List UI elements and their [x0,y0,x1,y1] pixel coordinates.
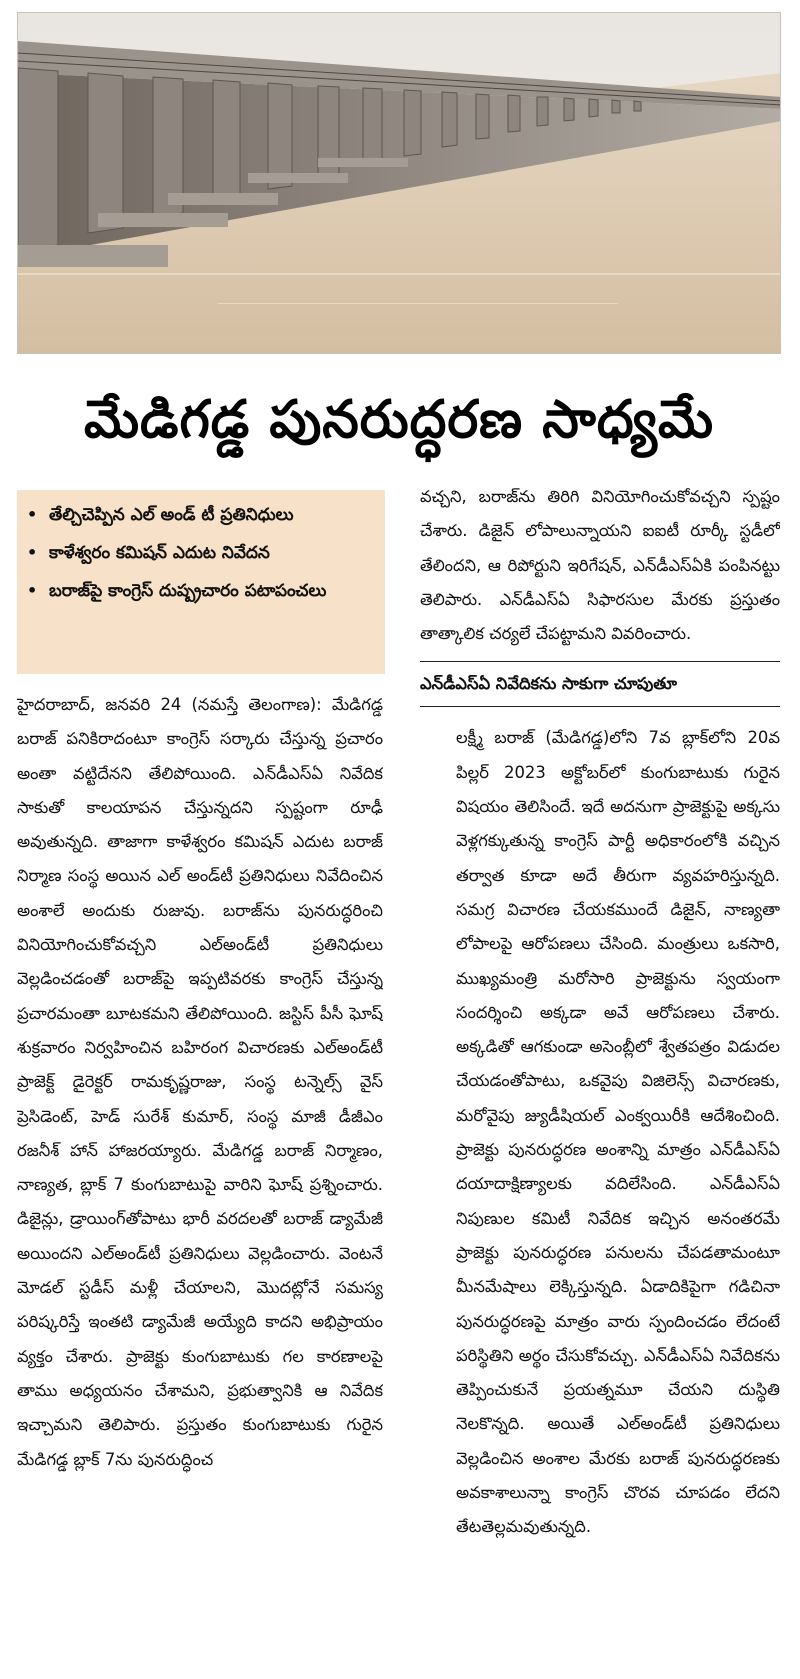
highlights-box [17,490,385,674]
article-column-left [17,688,383,1668]
bullet-icon: • [27,581,38,600]
highlight-text: బరాజ్‌పై కాంగ్రెస్ దుష్ప్రచారం పటాపంచలు [49,581,327,601]
highlight-text: కాళేశ్వరం కమిషన్ ఎదుట నివేదన [49,543,270,563]
highlight-item [27,496,377,534]
barrage-photo [17,12,781,354]
article-paragraph-lead: హైదరాబాద్, జనవరి 24 (నమస్తే తెలంగాణ): మేడిగడ్డ బరాజ్ పనికిరాదంటూ కాంగ్రెస్ సర్కారు చేస్తున్న ప్రచారం అంతా వట్టిదేనని తేలిపోయింది. ఎన్‌డీఎస్‌ఏ నివేదిక సాకుతో కాలయాపన చేస్తున్నదని స్పష్టంగా రూఢీ అవుతున్నది. తాజాగా కాళేశ్వరం కమిషన్ ఎదుట బరాజ్ నిర్మాణ సంస్థ అయిన ఎల్ అండ్‌టీ ప్రతినిధులు నివేదించిన అంశాలే అందుకు రుజువు. బరాజ్‌ను పునరుద్ధరించి వినియోగించుకోవచ్చని ఎల్‌అండ్‌టీ ప్రతినిధులు వెల్లడించడంతో బరాజ్‌పై ఇప్పటివరకు కాంగ్రెస్ చేస్తున్న ప్రచారమంతా బూటకమని తేలిపోయింది. జస్టిస్ పీసీ ఘోష్ శుక్రవారం నిర్వహించిన బహిరంగ విచారణకు ఎల్‌అండ్‌టీ ప్రాజెక్ట్ డైరెక్టర్ రామకృష్ణరాజు, సంస్థ టన్నెల్స్ వైస్ ప్రెసిడెంట్, హెడ్ సురేశ్ కుమార్, సంస్థ మాజీ డీజీఎం రజనీశ్ హాన్ హాజరయ్యారు. మేడిగడ్డ బరాజ్ నిర్మాణం, నాణ్యత, బ్లాక్ 7 కుంగుబాటుపై వారిని ఘోష్ ప్రశ్నించారు. డిజైన్లు, డ్రాయింగ్‌తోపాటు భారీ వరదలతో బరాజ్ డ్యామేజీ అయిందని ఎల్‌అండ్‌టీ ప్రతినిధులు వెల్లడించారు. వెంటనే మోడల్ స్టడీస్ మళ్లీ చేయాలని, మొదట్లోనే సమస్య పరిష్కరిస్తే ఇంతటి డ్యామేజీ అయ్యేది కాదని అభిప్రాయం వ్యక్తం చేశారు. ప్రాజెక్టు కుంగుబాటుకు గల కారణాలపై తాము అధ్యయనం చేశామని, ప్రభుత్వానికి ఆ నివేదిక ఇచ్చామని తెలిపారు. ప్రస్తుతం కుంగుబాటుకు గురైన మేడిగడ్డ బ్లాక్ 7ను పునరుద్ధించ [17,695,383,1469]
bullet-icon: • [27,505,38,524]
highlight-text: తేల్చిచెప్పిన ఎల్ అండ్ టీ ప్రతినిధులు [49,505,294,525]
article-column-right [420,480,780,1670]
barrage-photo-graphic [18,13,781,354]
article-paragraph-main: లక్ష్మీ బరాజ్ (మేడిగడ్డ)లోని 7వ బ్లాక్‌లోని 20వ పిల్లర్ 2023 అక్టోబర్‌లో కుంగుబాటుకు గురైన విషయం తెలిసిందే. ఇదే అదనుగా ప్రాజెక్టుపై అక్కసు వెళ్లగక్కుతున్న కాంగ్రెస్ పార్టీ అధికారంలోకి వచ్చిన తర్వాత కూడా అదే తీరుగా వ్యవహరిస్తున్నది. సమగ్ర విచారణ చేయకముందే డిజైన్, నాణ్యతా లోపాలపై ఆరోపణలు చేసింది. మంత్రులు ఒకసారి, ముఖ్యమంత్రి మరోసారి ప్రాజెక్టును స్వయంగా సందర్శించి అక్కడా అవే ఆరోపణలు చేశారు. అక్కడితో ఆగకుండా అసెంబ్లీలో శ్వేతపత్రం విడుదల చేయడంతోపాటు, ఒకవైపు విజిలెన్స్ విచారణకు, మరోవైపు జ్యుడీషియల్ ఎంక్వయిరీకి ఆదేశించింది. ప్రాజెక్టు పునరుద్ధరణ అంశాన్ని మాత్రం ఎన్‌డీఎస్‌ఏ దయాదాక్షిణ్యాలకు వదిలేసింది. ఎన్‌డీఎస్‌ఏ నిపుణుల కమిటీ నివేదిక ఇచ్చిన అనంతరమే ప్రాజెక్టు పునరుద్ధరణ పనులను చేపడతామంటూ మీనమేషాలు లెక్కిస్తున్నది. ఏడాదికిపైగా గడిచినా పునరుద్ధరణపై మాత్రం వారు స్పందించడం లేదంటే పరిస్థితిని అర్థం చేసుకోవచ్చు. ఎన్‌డీఎస్‌ఏ నివేదికను తెప్పించుకునే ప్రయత్నమూ చేయని దుస్థితి నెలకొన్నది. అయితే ఎల్‌అండ్‌టీ ప్రతినిధులు వెల్లడించిన అంశాల మేరకు బరాజ్ పునరుద్ధరణకు అవకాశాలున్నా కాంగ్రెస్ చొరవ చూపడం లేదని తేటతెల్లమవుతున్నది. [456,728,780,1537]
headline: మేడిగడ్డ పునరుద్ధరణ సాధ్యమే [83,390,715,450]
bullet-icon: • [27,543,38,562]
highlight-item [27,572,377,610]
article-paragraph-continued: వచ్చని, బరాజ్‌ను తిరిగి వినియోగించుకోవచ్చని స్పష్టం చేశారు. డిజైన్ లోపాలున్నాయని ఐఐటీ రూర్కీ స్టడీలో తేలిందని, ఆ రిపోర్టుని ఇరిగేషన్, ఎన్‌డీఎస్‌ఏకి పంపినట్టు తెలిపారు. ఎన్‌డీఎస్‌ఏ సిఫారసుల మేరకు ప్రస్తుతం తాత్కాలిక చర్యలే చేపట్టామని వివరించారు. [420,487,780,644]
subheading: ఎన్‌డీఎస్‌ఏ నివేదికను సాకుగా చూపుతూ [420,661,780,707]
highlight-item [27,534,377,572]
